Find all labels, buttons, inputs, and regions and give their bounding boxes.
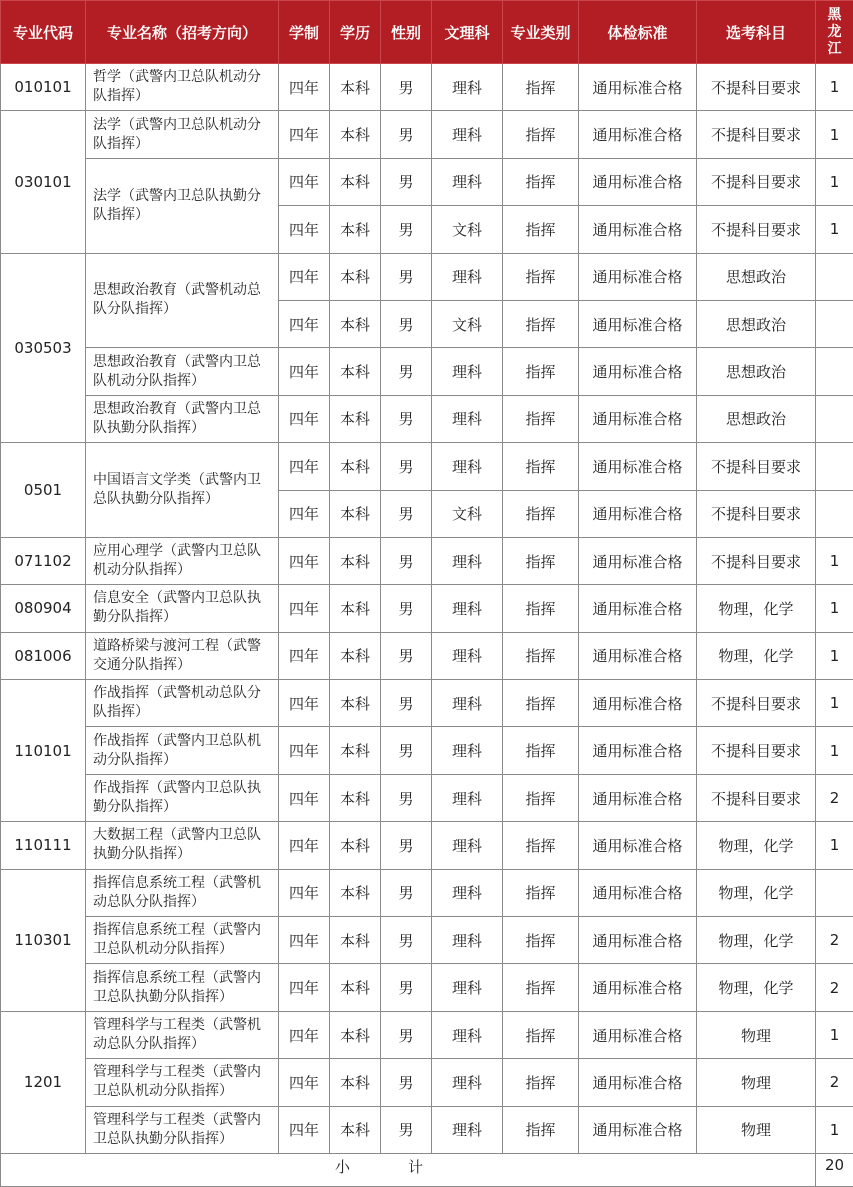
degree: 本科 bbox=[330, 727, 381, 774]
elective-subjects: 不提科目要求 bbox=[697, 158, 816, 205]
header-subject-track: 文理科 bbox=[432, 1, 503, 64]
category: 指挥 bbox=[503, 206, 579, 253]
gender: 男 bbox=[381, 64, 432, 111]
medical-standard: 通用标准合格 bbox=[579, 348, 697, 395]
medical-standard: 通用标准合格 bbox=[579, 537, 697, 584]
table-row bbox=[1, 632, 853, 679]
medical-standard: 通用标准合格 bbox=[579, 1106, 697, 1153]
header-medical-standard: 体检标准 bbox=[579, 1, 697, 64]
heilongjiang-quota: 1 bbox=[816, 64, 853, 111]
subject-track: 理科 bbox=[432, 537, 503, 584]
subject-track: 理科 bbox=[432, 632, 503, 679]
table-row bbox=[1, 111, 853, 158]
table-row bbox=[1, 1011, 853, 1058]
heilongjiang-quota: 1 bbox=[816, 1106, 853, 1153]
table-row bbox=[1, 680, 853, 727]
degree: 本科 bbox=[330, 348, 381, 395]
major-code: 080904 bbox=[1, 585, 86, 632]
heilongjiang-quota: 1 bbox=[816, 111, 853, 158]
category: 指挥 bbox=[503, 1059, 579, 1106]
duration: 四年 bbox=[279, 727, 330, 774]
duration: 四年 bbox=[279, 443, 330, 490]
major-name: 指挥信息系统工程（武警机动总队分队指挥） bbox=[86, 869, 279, 916]
gender: 男 bbox=[381, 680, 432, 727]
elective-subjects: 不提科目要求 bbox=[697, 490, 816, 537]
major-name: 哲学（武警内卫总队机动分队指挥） bbox=[86, 64, 279, 111]
gender: 男 bbox=[381, 111, 432, 158]
elective-subjects: 物理 bbox=[697, 1106, 816, 1153]
table-row bbox=[1, 537, 853, 584]
major-name: 作战指挥（武警内卫总队机动分队指挥） bbox=[86, 727, 279, 774]
gender: 男 bbox=[381, 253, 432, 300]
degree: 本科 bbox=[330, 443, 381, 490]
medical-standard: 通用标准合格 bbox=[579, 1011, 697, 1058]
heilongjiang-quota: 1 bbox=[816, 680, 853, 727]
subject-track: 理科 bbox=[432, 64, 503, 111]
elective-subjects: 物理 bbox=[697, 1059, 816, 1106]
subject-track: 理科 bbox=[432, 158, 503, 205]
subject-track: 理科 bbox=[432, 917, 503, 964]
elective-subjects: 思想政治 bbox=[697, 348, 816, 395]
major-name: 思想政治教育（武警机动总队分队指挥） bbox=[86, 253, 279, 348]
medical-standard: 通用标准合格 bbox=[579, 64, 697, 111]
medical-standard: 通用标准合格 bbox=[579, 917, 697, 964]
major-code: 030101 bbox=[1, 111, 86, 253]
category: 指挥 bbox=[503, 585, 579, 632]
header-major-code: 专业代码 bbox=[1, 1, 86, 64]
major-code: 071102 bbox=[1, 537, 86, 584]
heilongjiang-quota: 1 bbox=[816, 1011, 853, 1058]
major-code: 010101 bbox=[1, 64, 86, 111]
category: 指挥 bbox=[503, 64, 579, 111]
header-heilongjiang: 黑龙江 bbox=[816, 1, 853, 64]
degree: 本科 bbox=[330, 1059, 381, 1106]
degree: 本科 bbox=[330, 490, 381, 537]
degree: 本科 bbox=[330, 964, 381, 1011]
duration: 四年 bbox=[279, 1011, 330, 1058]
category: 指挥 bbox=[503, 869, 579, 916]
degree: 本科 bbox=[330, 111, 381, 158]
medical-standard: 通用标准合格 bbox=[579, 490, 697, 537]
gender: 男 bbox=[381, 395, 432, 442]
subject-track: 理科 bbox=[432, 348, 503, 395]
gender: 男 bbox=[381, 1011, 432, 1058]
major-name: 信息安全（武警内卫总队执勤分队指挥） bbox=[86, 585, 279, 632]
heilongjiang-quota bbox=[816, 300, 853, 347]
medical-standard: 通用标准合格 bbox=[579, 111, 697, 158]
heilongjiang-quota bbox=[816, 253, 853, 300]
major-name: 管理科学与工程类（武警内卫总队执勤分队指挥） bbox=[86, 1106, 279, 1153]
elective-subjects: 物理，化学 bbox=[697, 917, 816, 964]
table-row bbox=[1, 158, 853, 205]
subject-track: 理科 bbox=[432, 1059, 503, 1106]
heilongjiang-quota bbox=[816, 395, 853, 442]
elective-subjects: 不提科目要求 bbox=[697, 680, 816, 727]
subject-track: 理科 bbox=[432, 774, 503, 821]
medical-standard: 通用标准合格 bbox=[579, 680, 697, 727]
major-name: 指挥信息系统工程（武警内卫总队机动分队指挥） bbox=[86, 917, 279, 964]
header-major-name: 专业名称（招考方向） bbox=[86, 1, 279, 64]
heilongjiang-quota: 2 bbox=[816, 1059, 853, 1106]
major-name: 应用心理学（武警内卫总队机动分队指挥） bbox=[86, 537, 279, 584]
major-code: 081006 bbox=[1, 632, 86, 679]
duration: 四年 bbox=[279, 64, 330, 111]
medical-standard: 通用标准合格 bbox=[579, 206, 697, 253]
category: 指挥 bbox=[503, 727, 579, 774]
subject-track: 理科 bbox=[432, 111, 503, 158]
elective-subjects: 物理，化学 bbox=[697, 869, 816, 916]
heilongjiang-quota: 1 bbox=[816, 158, 853, 205]
header-row bbox=[1, 1, 853, 64]
major-name: 中国语言文学类（武警内卫总队执勤分队指挥） bbox=[86, 443, 279, 538]
major-name: 大数据工程（武警内卫总队执勤分队指挥） bbox=[86, 822, 279, 869]
subject-track: 文科 bbox=[432, 300, 503, 347]
header-elective-subjects: 选考科目 bbox=[697, 1, 816, 64]
gender: 男 bbox=[381, 869, 432, 916]
major-code: 110101 bbox=[1, 680, 86, 822]
medical-standard: 通用标准合格 bbox=[579, 158, 697, 205]
duration: 四年 bbox=[279, 964, 330, 1011]
major-name: 法学（武警内卫总队机动分队指挥） bbox=[86, 111, 279, 158]
degree: 本科 bbox=[330, 774, 381, 821]
category: 指挥 bbox=[503, 680, 579, 727]
duration: 四年 bbox=[279, 822, 330, 869]
elective-subjects: 不提科目要求 bbox=[697, 727, 816, 774]
major-code: 1201 bbox=[1, 1011, 86, 1153]
medical-standard: 通用标准合格 bbox=[579, 727, 697, 774]
category: 指挥 bbox=[503, 158, 579, 205]
elective-subjects: 不提科目要求 bbox=[697, 64, 816, 111]
category: 指挥 bbox=[503, 774, 579, 821]
medical-standard: 通用标准合格 bbox=[579, 585, 697, 632]
major-name: 管理科学与工程类（武警内卫总队机动分队指挥） bbox=[86, 1059, 279, 1106]
medical-standard: 通用标准合格 bbox=[579, 774, 697, 821]
degree: 本科 bbox=[330, 64, 381, 111]
heilongjiang-quota bbox=[816, 869, 853, 916]
elective-subjects: 思想政治 bbox=[697, 300, 816, 347]
subject-track: 理科 bbox=[432, 585, 503, 632]
elective-subjects: 物理 bbox=[697, 1011, 816, 1058]
subject-track: 理科 bbox=[432, 1106, 503, 1153]
gender: 男 bbox=[381, 964, 432, 1011]
table-row bbox=[1, 585, 853, 632]
header-major-category: 专业类别 bbox=[503, 1, 579, 64]
degree: 本科 bbox=[330, 300, 381, 347]
degree: 本科 bbox=[330, 632, 381, 679]
elective-subjects: 不提科目要求 bbox=[697, 537, 816, 584]
medical-standard: 通用标准合格 bbox=[579, 395, 697, 442]
elective-subjects: 物理，化学 bbox=[697, 585, 816, 632]
category: 指挥 bbox=[503, 537, 579, 584]
table-row bbox=[1, 964, 853, 1011]
elective-subjects: 物理，化学 bbox=[697, 964, 816, 1011]
category: 指挥 bbox=[503, 964, 579, 1011]
duration: 四年 bbox=[279, 490, 330, 537]
category: 指挥 bbox=[503, 253, 579, 300]
gender: 男 bbox=[381, 727, 432, 774]
major-name: 作战指挥（武警机动总队分队指挥） bbox=[86, 680, 279, 727]
category: 指挥 bbox=[503, 632, 579, 679]
heilongjiang-quota: 2 bbox=[816, 964, 853, 1011]
subject-track: 理科 bbox=[432, 727, 503, 774]
duration: 四年 bbox=[279, 111, 330, 158]
subject-track: 文科 bbox=[432, 490, 503, 537]
subtotal-value: 20 bbox=[816, 1153, 853, 1186]
table-row bbox=[1, 348, 853, 395]
table-row bbox=[1, 64, 853, 111]
duration: 四年 bbox=[279, 680, 330, 727]
major-name: 法学（武警内卫总队执勤分队指挥） bbox=[86, 158, 279, 253]
gender: 男 bbox=[381, 822, 432, 869]
medical-standard: 通用标准合格 bbox=[579, 1059, 697, 1106]
duration: 四年 bbox=[279, 348, 330, 395]
duration: 四年 bbox=[279, 1059, 330, 1106]
major-name: 思想政治教育（武警内卫总队机动分队指挥） bbox=[86, 348, 279, 395]
major-code: 030503 bbox=[1, 253, 86, 443]
medical-standard: 通用标准合格 bbox=[579, 300, 697, 347]
elective-subjects: 物理，化学 bbox=[697, 822, 816, 869]
heilongjiang-quota: 1 bbox=[816, 822, 853, 869]
table-row bbox=[1, 869, 853, 916]
duration: 四年 bbox=[279, 1106, 330, 1153]
gender: 男 bbox=[381, 1106, 432, 1153]
medical-standard: 通用标准合格 bbox=[579, 964, 697, 1011]
category: 指挥 bbox=[503, 490, 579, 537]
degree: 本科 bbox=[330, 680, 381, 727]
category: 指挥 bbox=[503, 300, 579, 347]
subject-track: 理科 bbox=[432, 443, 503, 490]
category: 指挥 bbox=[503, 822, 579, 869]
table-row bbox=[1, 395, 853, 442]
major-name: 指挥信息系统工程（武警内卫总队执勤分队指挥） bbox=[86, 964, 279, 1011]
degree: 本科 bbox=[330, 253, 381, 300]
heilongjiang-quota bbox=[816, 490, 853, 537]
major-name: 作战指挥（武警内卫总队执勤分队指挥） bbox=[86, 774, 279, 821]
table-row bbox=[1, 443, 853, 490]
subject-track: 理科 bbox=[432, 869, 503, 916]
heilongjiang-quota: 2 bbox=[816, 917, 853, 964]
heilongjiang-quota: 1 bbox=[816, 632, 853, 679]
category: 指挥 bbox=[503, 395, 579, 442]
degree: 本科 bbox=[330, 1106, 381, 1153]
degree: 本科 bbox=[330, 917, 381, 964]
degree: 本科 bbox=[330, 537, 381, 584]
degree: 本科 bbox=[330, 585, 381, 632]
subject-track: 理科 bbox=[432, 253, 503, 300]
subject-track: 理科 bbox=[432, 964, 503, 1011]
duration: 四年 bbox=[279, 206, 330, 253]
gender: 男 bbox=[381, 348, 432, 395]
heilongjiang-quota: 1 bbox=[816, 727, 853, 774]
duration: 四年 bbox=[279, 917, 330, 964]
major-name: 道路桥梁与渡河工程（武警交通分队指挥） bbox=[86, 632, 279, 679]
table-row bbox=[1, 1106, 853, 1153]
table-row bbox=[1, 917, 853, 964]
duration: 四年 bbox=[279, 585, 330, 632]
table-row bbox=[1, 822, 853, 869]
header-gender: 性别 bbox=[381, 1, 432, 64]
degree: 本科 bbox=[330, 869, 381, 916]
heilongjiang-quota: 1 bbox=[816, 585, 853, 632]
table-row bbox=[1, 774, 853, 821]
gender: 男 bbox=[381, 443, 432, 490]
gender: 男 bbox=[381, 300, 432, 347]
major-code: 110301 bbox=[1, 869, 86, 1011]
major-name: 思想政治教育（武警内卫总队执勤分队指挥） bbox=[86, 395, 279, 442]
category: 指挥 bbox=[503, 443, 579, 490]
duration: 四年 bbox=[279, 395, 330, 442]
medical-standard: 通用标准合格 bbox=[579, 443, 697, 490]
header-duration: 学制 bbox=[279, 1, 330, 64]
table-row bbox=[1, 1059, 853, 1106]
heilongjiang-quota: 1 bbox=[816, 537, 853, 584]
heilongjiang-quota: 1 bbox=[816, 206, 853, 253]
category: 指挥 bbox=[503, 917, 579, 964]
table-row bbox=[1, 253, 853, 300]
gender: 男 bbox=[381, 917, 432, 964]
gender: 男 bbox=[381, 632, 432, 679]
duration: 四年 bbox=[279, 253, 330, 300]
gender: 男 bbox=[381, 774, 432, 821]
table-body bbox=[1, 64, 853, 1154]
medical-standard: 通用标准合格 bbox=[579, 632, 697, 679]
subtotal-row bbox=[1, 1153, 853, 1186]
subject-track: 理科 bbox=[432, 680, 503, 727]
table-row bbox=[1, 727, 853, 774]
subtotal-label bbox=[1, 1153, 816, 1186]
duration: 四年 bbox=[279, 774, 330, 821]
medical-standard: 通用标准合格 bbox=[579, 253, 697, 300]
category: 指挥 bbox=[503, 348, 579, 395]
elective-subjects: 思想政治 bbox=[697, 395, 816, 442]
degree: 本科 bbox=[330, 158, 381, 205]
duration: 四年 bbox=[279, 869, 330, 916]
gender: 男 bbox=[381, 1059, 432, 1106]
degree: 本科 bbox=[330, 395, 381, 442]
elective-subjects: 不提科目要求 bbox=[697, 443, 816, 490]
major-code: 0501 bbox=[1, 443, 86, 538]
heilongjiang-quota: 2 bbox=[816, 774, 853, 821]
degree: 本科 bbox=[330, 206, 381, 253]
heilongjiang-quota bbox=[816, 348, 853, 395]
subject-track: 理科 bbox=[432, 822, 503, 869]
medical-standard: 通用标准合格 bbox=[579, 822, 697, 869]
major-name: 管理科学与工程类（武警机动总队分队指挥） bbox=[86, 1011, 279, 1058]
category: 指挥 bbox=[503, 1106, 579, 1153]
gender: 男 bbox=[381, 158, 432, 205]
elective-subjects: 物理，化学 bbox=[697, 632, 816, 679]
subject-track: 文科 bbox=[432, 206, 503, 253]
gender: 男 bbox=[381, 490, 432, 537]
duration: 四年 bbox=[279, 158, 330, 205]
duration: 四年 bbox=[279, 300, 330, 347]
header-degree: 学历 bbox=[330, 1, 381, 64]
duration: 四年 bbox=[279, 632, 330, 679]
gender: 男 bbox=[381, 537, 432, 584]
duration: 四年 bbox=[279, 537, 330, 584]
medical-standard: 通用标准合格 bbox=[579, 869, 697, 916]
category: 指挥 bbox=[503, 1011, 579, 1058]
degree: 本科 bbox=[330, 1011, 381, 1058]
elective-subjects: 不提科目要求 bbox=[697, 774, 816, 821]
major-code: 110111 bbox=[1, 822, 86, 869]
heilongjiang-quota bbox=[816, 443, 853, 490]
elective-subjects: 不提科目要求 bbox=[697, 111, 816, 158]
elective-subjects: 不提科目要求 bbox=[697, 206, 816, 253]
subtotal-label-text: 小计 bbox=[335, 1158, 481, 1176]
gender: 男 bbox=[381, 206, 432, 253]
subject-track: 理科 bbox=[432, 395, 503, 442]
gender: 男 bbox=[381, 585, 432, 632]
elective-subjects: 思想政治 bbox=[697, 253, 816, 300]
category: 指挥 bbox=[503, 111, 579, 158]
subject-track: 理科 bbox=[432, 1011, 503, 1058]
degree: 本科 bbox=[330, 822, 381, 869]
